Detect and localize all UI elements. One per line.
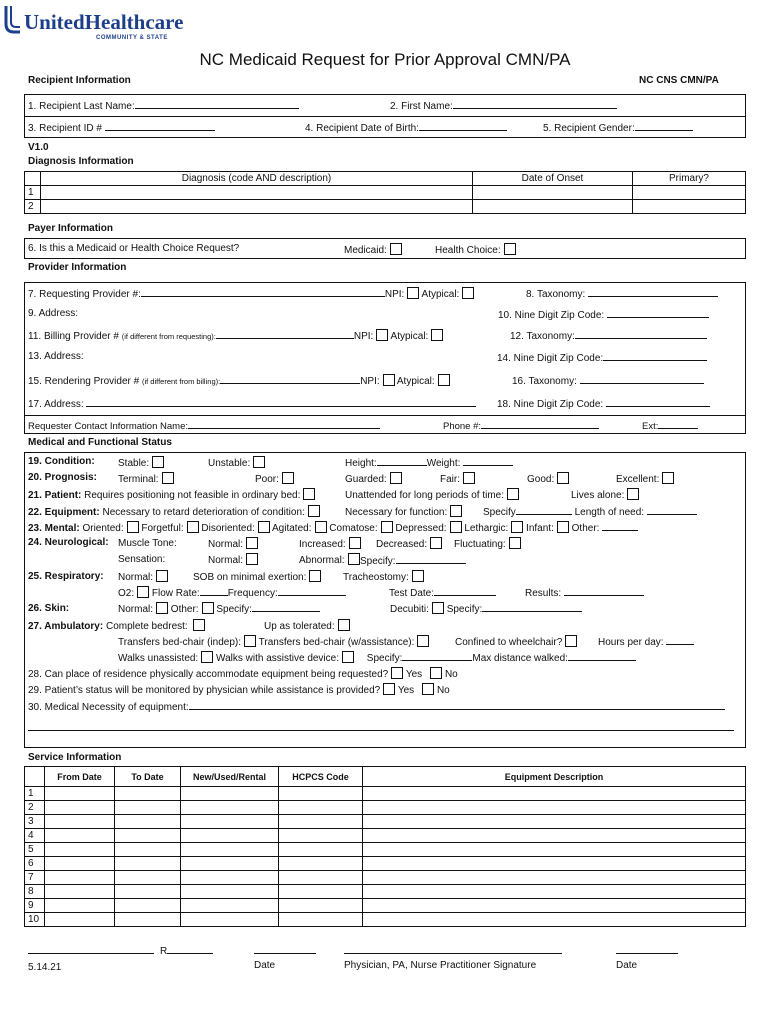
- patient-text: Requires positioning not feasible in ordinary bed:: [84, 490, 301, 501]
- q29-label: 29. Patient’s status will be monitored by physician while assistance is provided?: [28, 685, 381, 696]
- transfers-assist-checkbox[interactable]: [417, 635, 429, 647]
- rendering-note: (if different from billing):: [141, 377, 221, 386]
- walks-row[interactable]: [118, 651, 636, 664]
- poor-label: Poor:: [255, 474, 279, 485]
- diag-col-primary: Primary?: [633, 172, 746, 186]
- medicaid-checkbox[interactable]: [390, 243, 402, 255]
- height-field[interactable]: [345, 456, 513, 469]
- trach-checkbox[interactable]: [412, 570, 424, 582]
- taxonomy8-label: 8. Taxonomy:: [526, 289, 586, 300]
- atypical-label: Atypical:: [396, 376, 435, 387]
- sob-label: SOB on minimal exertion:: [193, 572, 307, 583]
- prognosis-label: 20. Prognosis:: [28, 472, 97, 483]
- excellent-label: Excellent:: [616, 474, 660, 485]
- depressed-label: Depressed:: [395, 523, 447, 534]
- transfers-row[interactable]: [118, 635, 429, 648]
- transfers-indep-label: Transfers bed-chair (indep):: [118, 637, 242, 648]
- height-label: Height:: [345, 458, 377, 469]
- increased-option[interactable]: [299, 537, 361, 550]
- unstable-option[interactable]: [208, 456, 265, 469]
- transfers-assist-label: Transfers bed-chair (w/assistance):: [258, 637, 415, 648]
- specify-label: Specify:: [360, 556, 396, 567]
- req-provider-label: 7. Requesting Provider #:: [28, 289, 141, 300]
- q28-no-checkbox[interactable]: [430, 667, 442, 679]
- hours-field[interactable]: [598, 635, 694, 648]
- sensation-label: Sensation:: [118, 554, 166, 565]
- logo-word: UnitedHealthcare: [24, 10, 184, 34]
- confined-checkbox[interactable]: [565, 635, 577, 647]
- increased-checkbox[interactable]: [349, 537, 361, 549]
- guarded-label: Guarded:: [345, 474, 387, 485]
- abnormal-option[interactable]: [299, 553, 360, 566]
- svc-col-desc: Equipment Description: [363, 767, 746, 787]
- o2-checkbox[interactable]: [137, 586, 149, 598]
- fluctuating-option[interactable]: [454, 537, 521, 550]
- forgetful-checkbox[interactable]: [187, 521, 199, 533]
- diagnosis-table: [24, 171, 746, 214]
- address-9[interactable]: [28, 308, 78, 319]
- zip10-label: 10. Nine Digit Zip Code:: [498, 310, 605, 321]
- other-label: Other:: [170, 604, 199, 615]
- up-tolerated-label: Up as tolerated:: [264, 621, 335, 632]
- table-row[interactable]: [25, 885, 746, 899]
- logo-sub: COMMUNITY & STATE: [96, 35, 168, 41]
- table-row[interactable]: [25, 815, 746, 829]
- atypical-label: Atypical:: [390, 331, 429, 342]
- depressed-checkbox[interactable]: [450, 521, 462, 533]
- npi-label: NPI:: [353, 331, 374, 342]
- resp-normal-checkbox[interactable]: [156, 570, 168, 582]
- transfers-indep-checkbox[interactable]: [244, 635, 256, 647]
- q30-row[interactable]: [28, 700, 725, 713]
- sensation-specify[interactable]: [360, 554, 466, 567]
- frequency-label: Frequency:: [227, 588, 278, 599]
- health-choice-option[interactable]: [435, 243, 516, 256]
- normal-label: Normal:: [118, 604, 154, 615]
- good-label: Good:: [527, 474, 555, 485]
- stable-option[interactable]: [118, 456, 164, 469]
- sob-checkbox[interactable]: [309, 570, 321, 582]
- q29-yes-checkbox[interactable]: [383, 683, 395, 695]
- zip14-label: 14. Nine Digit Zip Code:: [497, 353, 604, 364]
- service-heading: Service Information: [28, 752, 122, 763]
- up-tolerated-checkbox[interactable]: [338, 619, 350, 631]
- recipient-gender[interactable]: [543, 121, 693, 134]
- svc-col-from: From Date: [45, 767, 115, 787]
- resp-label: 25. Respiratory:: [28, 571, 104, 582]
- date-line-2[interactable]: [616, 944, 678, 957]
- bedrest-checkbox[interactable]: [193, 619, 205, 631]
- equipment-row[interactable]: [28, 505, 320, 518]
- svc-row-num: 7: [25, 871, 45, 885]
- version: V1.0: [28, 142, 49, 153]
- id-label: 3. Recipient ID #: [28, 123, 102, 134]
- requester-contact[interactable]: [28, 419, 380, 432]
- first-name-label: 2. First Name:: [390, 101, 453, 112]
- table-row[interactable]: [25, 801, 746, 815]
- fair-option[interactable]: [440, 472, 475, 485]
- recipient-last-name[interactable]: [28, 99, 299, 112]
- results-field[interactable]: [525, 586, 644, 599]
- unattended-option[interactable]: [345, 488, 519, 501]
- infant-checkbox[interactable]: [557, 521, 569, 533]
- poor-checkbox[interactable]: [282, 472, 294, 484]
- svc-col-type: New/Used/Rental: [181, 767, 279, 787]
- weight-label: Weight:: [426, 458, 461, 469]
- svc-row-num: 3: [25, 815, 45, 829]
- address-13[interactable]: [28, 351, 84, 362]
- up-tolerated-option[interactable]: [264, 619, 350, 632]
- normal-label: Normal:: [208, 539, 244, 550]
- skin-other-checkbox[interactable]: [202, 602, 214, 614]
- flow-label: Flow Rate:: [151, 588, 200, 599]
- necessary-func-checkbox[interactable]: [450, 505, 462, 517]
- sensation-normal-option[interactable]: [208, 553, 258, 566]
- diag-col-desc: Diagnosis (code AND description): [41, 172, 473, 186]
- abnormal-label: Abnormal:: [299, 555, 345, 566]
- npi-label: NPI:: [360, 376, 380, 387]
- signature-line[interactable]: [344, 944, 562, 957]
- mental-label: 23. Mental:: [28, 523, 80, 534]
- o2-row[interactable]: [118, 586, 346, 599]
- payer-heading: Payer Information: [28, 223, 114, 234]
- svc-row-num: 8: [25, 885, 45, 899]
- muscle-normal-option[interactable]: [208, 537, 258, 550]
- alone-label: Lives alone:: [571, 490, 625, 501]
- excellent-option[interactable]: [616, 472, 674, 485]
- o2-label: O2:: [118, 588, 135, 599]
- date-label: Date: [254, 960, 276, 971]
- billing-provider[interactable]: [28, 329, 443, 342]
- agitated-checkbox[interactable]: [315, 521, 327, 533]
- no-label: No: [444, 669, 458, 680]
- npi-checkbox[interactable]: [383, 374, 395, 386]
- recipient-first-name[interactable]: [390, 99, 617, 112]
- terminal-checkbox[interactable]: [162, 472, 174, 484]
- table-row[interactable]: [25, 857, 746, 871]
- max-distance-label: Max distance walked:: [472, 653, 568, 664]
- hours-label: Hours per day:: [598, 637, 664, 648]
- lethargic-label: Lethargic:: [464, 523, 509, 534]
- results-label: Results:: [525, 588, 562, 599]
- excellent-checkbox[interactable]: [662, 472, 674, 484]
- atypical-checkbox[interactable]: [431, 329, 443, 341]
- q29-no-checkbox[interactable]: [422, 683, 434, 695]
- table-row[interactable]: [25, 787, 746, 801]
- comatose-checkbox[interactable]: [381, 521, 393, 533]
- form-date: 5.14.21: [28, 962, 62, 973]
- zip-18[interactable]: [497, 397, 710, 410]
- walks-device-label: Walks with assistive device:: [216, 653, 339, 664]
- medicaid-label: Medicaid:: [344, 245, 387, 256]
- skin-label: 26. Skin:: [28, 603, 70, 614]
- dob-label: 4. Recipient Date of Birth:: [305, 123, 419, 134]
- taxonomy16-label: 16. Taxonomy:: [512, 376, 577, 387]
- recipient-heading: Recipient Information: [28, 75, 131, 86]
- decubiti-label: Decubiti:: [390, 604, 429, 615]
- table-row[interactable]: [25, 871, 746, 885]
- mental-row[interactable]: [28, 521, 638, 534]
- necessary-func-option[interactable]: [345, 505, 462, 518]
- condition-label: 19. Condition:: [28, 456, 95, 467]
- svc-col-hcpcs: HCPCS Code: [279, 767, 363, 787]
- r-label: R: [160, 946, 168, 957]
- svc-row-num: 2: [25, 801, 45, 815]
- lethargic-checkbox[interactable]: [511, 521, 523, 533]
- table-row[interactable]: [25, 200, 746, 214]
- q28-yes-checkbox[interactable]: [391, 667, 403, 679]
- q28-label: 28. Can place of residence physically accommodate equipment being requested?: [28, 669, 389, 680]
- oriented-label: Oriented:: [82, 523, 124, 534]
- health-choice-checkbox[interactable]: [504, 243, 516, 255]
- signature-label: Physician, PA, Nurse Practitioner Signature: [344, 960, 537, 971]
- confined-option[interactable]: [455, 635, 577, 648]
- zip-14[interactable]: [497, 351, 707, 364]
- diag-row-num: 1: [25, 186, 41, 200]
- resp-normal-option[interactable]: [118, 570, 168, 583]
- billing-label: 11. Billing Provider #: [28, 331, 119, 342]
- recipient-id[interactable]: [28, 121, 215, 134]
- ext-label: Ext:: [642, 421, 659, 432]
- decreased-label: Decreased:: [376, 539, 428, 550]
- terminal-label: Terminal:: [118, 474, 159, 485]
- phone-field[interactable]: [443, 419, 599, 432]
- npi-checkbox[interactable]: [376, 329, 388, 341]
- walks-unassisted-label: Walks unassisted:: [118, 653, 199, 664]
- taxonomy-16[interactable]: [512, 374, 704, 387]
- billing-note: (if different from requesting):: [121, 332, 216, 341]
- date-label-2: Date: [616, 960, 638, 971]
- medicaid-option[interactable]: [344, 243, 402, 256]
- specify-label: Specify:: [446, 604, 483, 615]
- contact-label: Requester Contact Information Name:: [28, 421, 188, 432]
- phone-label: Phone #:: [443, 421, 482, 432]
- good-checkbox[interactable]: [557, 472, 569, 484]
- positioning-checkbox[interactable]: [303, 488, 315, 500]
- q28-row[interactable]: [28, 667, 458, 680]
- oriented-checkbox[interactable]: [127, 521, 139, 533]
- specify-label: Specify: [483, 507, 516, 518]
- svc-row-num: 1: [25, 787, 45, 801]
- fair-checkbox[interactable]: [463, 472, 475, 484]
- bedrest-label: Complete bedrest:: [105, 621, 188, 632]
- unattended-checkbox[interactable]: [507, 488, 519, 500]
- skin-normal-checkbox[interactable]: [156, 602, 168, 614]
- address13-label: 13. Address:: [28, 351, 84, 362]
- decreased-checkbox[interactable]: [430, 537, 442, 549]
- walks-unassisted-checkbox[interactable]: [201, 651, 213, 663]
- disoriented-checkbox[interactable]: [258, 521, 270, 533]
- svc-row-num: 5: [25, 843, 45, 857]
- atypical-label: Atypical:: [421, 289, 460, 300]
- muscle-tone-label: Muscle Tone:: [118, 538, 177, 549]
- normal-label: Normal:: [208, 555, 244, 566]
- decubiti-row[interactable]: [390, 602, 582, 615]
- abnormal-checkbox[interactable]: [348, 553, 360, 565]
- retard-checkbox[interactable]: [308, 505, 320, 517]
- no-label: No: [436, 685, 450, 696]
- gender-label: 5. Recipient Gender:: [543, 123, 635, 134]
- other-label: Other:: [571, 523, 600, 534]
- fluctuating-label: Fluctuating:: [454, 539, 506, 550]
- q29-row[interactable]: [28, 683, 450, 696]
- unstable-label: Unstable:: [208, 458, 251, 469]
- taxonomy12-label: 12. Taxonomy:: [510, 331, 575, 342]
- sensation-normal-checkbox[interactable]: [246, 553, 258, 565]
- fair-label: Fair:: [440, 474, 460, 485]
- confined-label: Confined to wheelchair?: [455, 637, 563, 648]
- taxonomy-12[interactable]: [510, 329, 707, 342]
- comatose-label: Comatose:: [329, 523, 378, 534]
- decubiti-checkbox[interactable]: [432, 602, 444, 614]
- yes-label: Yes: [397, 685, 415, 696]
- disoriented-label: Disoriented:: [201, 523, 255, 534]
- logo-mark-icon: [4, 4, 22, 34]
- stable-checkbox[interactable]: [152, 456, 164, 468]
- stable-label: Stable:: [118, 458, 150, 469]
- form-code: NC CNS CMN/PA: [639, 75, 719, 86]
- atypical-checkbox[interactable]: [438, 374, 450, 386]
- page-title: NC Medicaid Request for Prior Approval CMN/PA: [199, 50, 571, 69]
- equipment-label: 22. Equipment:: [28, 507, 100, 518]
- length-need-label: Length of need:: [574, 507, 645, 518]
- muscle-normal-checkbox[interactable]: [246, 537, 258, 549]
- necessary-func-label: Necessary for function:: [345, 507, 448, 518]
- increased-label: Increased:: [299, 539, 346, 550]
- payer-question: 6. Is this a Medicaid or Health Choice Request?: [28, 243, 240, 254]
- skin-row[interactable]: [118, 602, 320, 615]
- provider-heading: Provider Information: [28, 262, 127, 273]
- specify-label: Specify:: [216, 604, 252, 615]
- diag-row-num: 2: [25, 200, 41, 214]
- good-option[interactable]: [527, 472, 569, 485]
- specify-label: Specify:: [366, 653, 403, 664]
- patient-row[interactable]: [28, 488, 315, 501]
- table-row[interactable]: [25, 913, 746, 927]
- ambulatory-label: 27. Ambulatory:: [28, 621, 104, 632]
- signature-r-field[interactable]: [28, 944, 213, 957]
- guarded-option[interactable]: [345, 472, 402, 485]
- diagnosis-heading: Diagnosis Information: [28, 156, 134, 167]
- table-row[interactable]: [25, 186, 746, 200]
- guarded-checkbox[interactable]: [390, 472, 402, 484]
- diag-col-onset: Date of Onset: [473, 172, 633, 186]
- trach-option[interactable]: [343, 570, 424, 583]
- trach-label: Tracheostomy:: [343, 572, 409, 583]
- atypical-checkbox[interactable]: [462, 287, 474, 299]
- table-row[interactable]: [25, 899, 746, 913]
- yes-label: Yes: [405, 669, 423, 680]
- svc-row-num: 6: [25, 857, 45, 871]
- infant-label: Infant:: [526, 523, 554, 534]
- normal-label: Normal:: [118, 572, 154, 583]
- alone-option[interactable]: [571, 488, 639, 501]
- ambulatory-row[interactable]: [28, 619, 205, 632]
- patient-label: 21. Patient:: [28, 490, 82, 501]
- agitated-label: Agitated:: [272, 523, 312, 534]
- npi-label: NPI:: [384, 289, 405, 300]
- address-17[interactable]: [28, 397, 476, 410]
- rendering-provider[interactable]: [28, 374, 450, 387]
- terminal-option[interactable]: [118, 472, 174, 485]
- fluctuating-checkbox[interactable]: [509, 537, 521, 549]
- neuro-label: 24. Neurological:: [28, 537, 109, 548]
- service-table: [24, 766, 746, 927]
- forgetful-label: Forgetful:: [141, 523, 184, 534]
- svc-row-num: 10: [25, 913, 45, 927]
- ext-field[interactable]: [642, 419, 698, 432]
- table-row[interactable]: [25, 829, 746, 843]
- alone-checkbox[interactable]: [627, 488, 639, 500]
- medical-heading: Medical and Functional Status: [28, 437, 172, 448]
- test-date-label: Test Date:: [389, 588, 435, 599]
- decreased-option[interactable]: [376, 537, 442, 550]
- npi-checkbox[interactable]: [407, 287, 419, 299]
- unattended-label: Unattended for long periods of time:: [345, 490, 504, 501]
- zip18-label: 18. Nine Digit Zip Code:: [497, 399, 604, 410]
- zip-10[interactable]: [498, 308, 709, 321]
- poor-option[interactable]: [255, 472, 294, 485]
- equipment-text: Necessary to retard deterioration of condition:: [102, 507, 305, 518]
- q30-label: 30. Medical Necessity of equipment:: [28, 702, 189, 713]
- address17-label: 17. Address:: [28, 399, 84, 410]
- last-name-label: 1. Recipient Last Name:: [28, 101, 135, 112]
- sob-option[interactable]: [193, 570, 321, 583]
- svc-row-num: 9: [25, 899, 45, 913]
- rendering-label: 15. Rendering Provider #: [28, 376, 140, 387]
- walks-device-checkbox[interactable]: [342, 651, 354, 663]
- svc-row-num: 4: [25, 829, 45, 843]
- table-row[interactable]: [25, 843, 746, 857]
- test-date-field[interactable]: [389, 586, 496, 599]
- requesting-provider[interactable]: [28, 287, 474, 300]
- taxonomy-8[interactable]: [526, 287, 718, 300]
- date-line-1[interactable]: [254, 944, 316, 957]
- address9-label: 9. Address:: [28, 308, 79, 319]
- unstable-checkbox[interactable]: [253, 456, 265, 468]
- health-choice-label: Health Choice:: [435, 245, 501, 256]
- specify-field[interactable]: [483, 505, 697, 518]
- recipient-dob[interactable]: [305, 121, 507, 134]
- svc-col-to: To Date: [115, 767, 181, 787]
